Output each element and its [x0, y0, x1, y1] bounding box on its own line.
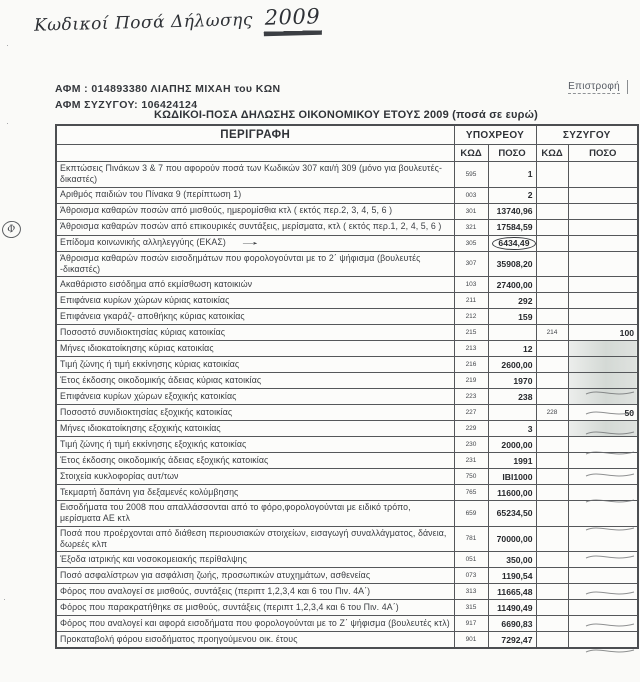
- row-code-obligor: 229: [465, 425, 477, 432]
- row-code-obligor: 781: [465, 535, 477, 543]
- obligor-code-cell: [454, 469, 488, 485]
- row-code-obligor: 227: [465, 409, 477, 416]
- row-amount-obligor: 70000,00: [496, 533, 533, 544]
- description-cell: [56, 453, 454, 469]
- spouse-code-cell: [536, 405, 568, 421]
- table-row: [56, 552, 638, 568]
- row-description: Επιφάνεια κυρίων χώρων εξοχικής κατοικίας: [60, 390, 237, 401]
- row-description: Επιφάνεια γκαράζ- αποθήκης κύριας κατοικίας: [60, 310, 245, 321]
- arrow-right-icon: →: [238, 236, 263, 248]
- obligor-amount-cell: [488, 437, 536, 453]
- spouse-amount-cell: [568, 203, 638, 219]
- row-code-obligor: 230: [465, 441, 477, 448]
- spouse-amount-cell: [568, 187, 638, 203]
- obligor-code-cell: [454, 325, 488, 341]
- table-row: [56, 203, 638, 219]
- description-cell: [56, 616, 454, 632]
- spouse-amount-cell: [568, 373, 638, 389]
- description-cell: [56, 469, 454, 485]
- codes-amounts-table: [55, 124, 639, 649]
- obligor-code-cell: [454, 357, 488, 373]
- page-title-year: 2009: [262, 4, 322, 32]
- spouse-amount-cell: [568, 485, 638, 501]
- description-cell: [56, 421, 454, 437]
- row-amount-obligor: 11490,49: [497, 602, 533, 613]
- description-cell: [56, 632, 454, 649]
- table-row: [56, 501, 638, 527]
- spouse-code-cell: [536, 526, 568, 552]
- row-amount-obligor: 2: [527, 190, 533, 200]
- description-cell: [56, 584, 454, 600]
- row-description: Άθροισμα καθαρών ποσών εισοδημάτων που φορολογούνται με το 2΄ ψήφισμα (βουλευτές -δικαστές): [60, 252, 421, 274]
- header-description-spacer: [56, 145, 454, 162]
- obligor-amount-cell: [488, 357, 536, 373]
- table-title: ΚΩΔΙΚΟΙ-ΠΟΣΑ ΔΗΛΩΣΗΣ ΟΙΚΟΝΟΜΙΚΟΥ ΕΤΟΥΣ 2009 (ποσά σε ευρώ): [153, 109, 538, 121]
- table-header: [56, 125, 638, 162]
- description-cell: [56, 437, 454, 453]
- row-amount-obligor: 159: [518, 311, 533, 322]
- header-obligor-amount: ΠΟΣΟ: [488, 145, 536, 162]
- row-code-obligor: 307: [465, 260, 477, 268]
- description-cell: [56, 187, 454, 203]
- description-cell: [56, 389, 454, 405]
- row-description: Τιμή ζώνης ή τιμή εκκίνησης κύριας κατοικίας: [60, 358, 240, 369]
- obligor-amount-cell: [488, 389, 536, 405]
- spouse-amount-cell: [568, 421, 638, 437]
- spouse-code-cell: [536, 485, 568, 501]
- scan-speck: ·: [6, 118, 9, 128]
- row-amount-obligor: 6434,49: [492, 237, 535, 250]
- description-cell: [56, 251, 454, 277]
- spouse-code-cell: [536, 251, 568, 277]
- obligor-amount-cell: [488, 616, 536, 632]
- spouse-code-cell: [536, 453, 568, 469]
- description-cell: [56, 277, 454, 293]
- description-cell: [56, 235, 454, 251]
- row-description: Έξοδα ιατρικής και νοσοκομειακής περίθαλψης: [60, 553, 247, 564]
- spouse-amount-cell: [568, 453, 638, 469]
- obligor-amount-cell: [488, 309, 536, 325]
- spouse-code-cell: [536, 421, 568, 437]
- obligor-code-cell: [454, 600, 488, 616]
- spouse-code-cell: [536, 341, 568, 357]
- row-amount-obligor: 6690,83: [501, 618, 533, 629]
- row-code-spouse: 214: [546, 329, 558, 336]
- row-description: Φόρος που αναλογεί και αφορά εισοδήματα που φορολογούνται με το Ζ΄ ψήφισμα (βουλευτές κτλ): [60, 617, 450, 628]
- row-description: Στοιχεία κυκλοφορίας αυτ/των: [60, 470, 179, 481]
- obligor-code-cell: [454, 437, 488, 453]
- spouse-code-cell: [536, 357, 568, 373]
- spouse-amount-cell: [568, 357, 638, 373]
- table-row: [56, 421, 638, 437]
- header-description: ΠΕΡΙΓΡΑΦΗ: [56, 125, 454, 145]
- row-amount-obligor: 17584,59: [496, 222, 533, 232]
- row-amount-obligor: 13740,96: [496, 206, 533, 216]
- spouse-code-cell: [536, 632, 568, 649]
- obligor-amount-cell: [488, 277, 536, 293]
- row-code-obligor: 659: [465, 509, 477, 517]
- spouse-code-cell: [536, 325, 568, 341]
- row-amount-obligor: 1190,54: [501, 570, 533, 581]
- spouse-code-cell: [536, 600, 568, 616]
- row-amount-obligor: 35908,20: [496, 258, 533, 269]
- table-row: [56, 584, 638, 600]
- row-description: Ποσοστό συνιδιοκτησίας κύριας κατοικίας: [60, 326, 226, 337]
- obligor-amount-cell: [488, 235, 536, 251]
- table-row: [56, 389, 638, 405]
- row-amount-obligor: 2600,00: [501, 359, 533, 370]
- row-description: Τεκμαρτή δαπάνη για δεξαμενές κολύμβησης: [60, 486, 239, 497]
- obligor-code-cell: [454, 405, 488, 421]
- spouse-amount-cell: [568, 469, 638, 485]
- description-cell: [56, 325, 454, 341]
- description-cell: [56, 373, 454, 389]
- table-row: [56, 293, 638, 309]
- row-code-obligor: 073: [465, 572, 477, 579]
- description-cell: [56, 568, 454, 584]
- description-cell: [56, 526, 454, 552]
- page-title: [34, 4, 323, 38]
- spouse-code-cell: [536, 203, 568, 219]
- row-amount-obligor: 12: [522, 343, 533, 354]
- table-row: [56, 453, 638, 469]
- row-code-obligor: 595: [465, 170, 477, 178]
- spouse-code-cell: [536, 187, 568, 203]
- description-cell: [56, 485, 454, 501]
- spouse-amount-cell: [568, 405, 638, 421]
- description-cell: [56, 293, 454, 309]
- row-description: Επίδομα κοινωνικής αλληλεγγύης (ΕΚΑΣ): [60, 236, 226, 247]
- spouse-code-cell: [536, 162, 568, 188]
- row-amount-obligor: ΙΒΙ1000: [502, 471, 533, 482]
- spouse-code-cell: [536, 277, 568, 293]
- obligor-code-cell: [454, 389, 488, 405]
- row-description: Έτος έκδοσης οικοδομικής άδειας εξοχικής κατοικίας: [60, 454, 269, 465]
- row-description: Μήνες ιδιοκατοίκησης εξοχικής κατοικίας: [60, 422, 221, 433]
- row-code-obligor: 223: [465, 393, 477, 400]
- row-code-obligor: 215: [465, 329, 477, 336]
- obligor-amount-cell: [488, 501, 536, 527]
- row-description: Ακαθάριστο εισόδημα από εκμίσθωση κατοικιών: [60, 278, 253, 289]
- obligor-code-cell: [454, 203, 488, 219]
- spouse-amount-cell: [568, 325, 638, 341]
- obligor-amount-cell: [488, 162, 536, 188]
- spouse-amount-cell: [568, 584, 638, 600]
- spouse-amount-cell: [568, 501, 638, 527]
- obligor-amount-cell: [488, 293, 536, 309]
- table-row: [56, 251, 638, 277]
- obligor-code-cell: [454, 501, 488, 527]
- table-row: [56, 162, 638, 188]
- row-amount-spouse: 100: [619, 327, 635, 338]
- spouse-amount-cell: [568, 568, 638, 584]
- row-code-obligor: 212: [465, 313, 477, 320]
- row-description: Άθροισμα καθαρών ποσών από επικουρικές συντάξεις, μερίσματα, κτλ ( εκτός περ.1, 2, 4, 5, 6 ): [60, 221, 442, 232]
- row-amount-obligor: 11665,48: [497, 586, 533, 597]
- handwritten-margin-mark: Φ: [0, 219, 22, 240]
- row-code-obligor: 305: [465, 239, 477, 247]
- table-row: [56, 341, 638, 357]
- row-description: Επιφάνεια κυρίων χώρων κύριας κατοικίας: [60, 294, 230, 305]
- spouse-amount-cell: [568, 219, 638, 235]
- row-code-obligor: 051: [465, 556, 477, 563]
- obligor-code-cell: [454, 584, 488, 600]
- table-row: [56, 187, 638, 203]
- table-row: [56, 357, 638, 373]
- description-cell: [56, 501, 454, 527]
- row-code-obligor: 003: [465, 191, 477, 199]
- spouse-code-cell: [536, 552, 568, 568]
- row-description: Ποσό ασφαλίστρων για ασφάλιση ζωής, προσωπικών ατυχημάτων, ασθενείας: [60, 569, 371, 580]
- obligor-amount-cell: [488, 632, 536, 649]
- obligor-code-cell: [454, 421, 488, 437]
- description-cell: [56, 405, 454, 421]
- table-row: [56, 568, 638, 584]
- row-code-obligor: 301: [465, 207, 477, 215]
- row-code-obligor: 213: [465, 345, 477, 352]
- obligor-code-cell: [454, 309, 488, 325]
- spouse-code-cell: [536, 437, 568, 453]
- row-description: Φόρος που παρακρατήθηκε σε μισθούς, συντάξεις (περιπτ 1,2,3,4 και 6 του Πιν. 4Α΄): [60, 601, 399, 612]
- obligor-amount-cell: [488, 568, 536, 584]
- row-amount-obligor: 350,00: [506, 554, 533, 565]
- obligor-amount-cell: [488, 552, 536, 568]
- return-button[interactable]: [564, 80, 628, 94]
- spouse-code-cell: [536, 235, 568, 251]
- row-code-obligor: 315: [465, 604, 477, 611]
- spouse-amount-cell: [568, 552, 638, 568]
- obligor-amount-cell: [488, 341, 536, 357]
- spouse-amount-cell: [568, 341, 638, 357]
- spouse-code-cell: [536, 389, 568, 405]
- obligor-code-cell: [454, 293, 488, 309]
- table-row: [56, 616, 638, 632]
- obligor-amount-cell: [488, 325, 536, 341]
- description-cell: [56, 219, 454, 235]
- row-code-obligor: 750: [465, 473, 477, 480]
- spouse-amount-cell: [568, 277, 638, 293]
- obligor-amount-cell: [488, 453, 536, 469]
- obligor-code-cell: [454, 235, 488, 251]
- obligor-amount-cell: [488, 526, 536, 552]
- table-row: [56, 235, 638, 251]
- row-code-obligor: 231: [465, 457, 477, 464]
- table-row: [56, 277, 638, 293]
- row-amount-obligor: 11600,00: [497, 487, 533, 498]
- spouse-code-cell: [536, 293, 568, 309]
- obligor-amount-cell: [488, 373, 536, 389]
- row-code-obligor: 917: [465, 620, 477, 627]
- obligor-amount-cell: [488, 251, 536, 277]
- spouse-code-cell: [536, 616, 568, 632]
- obligor-amount-cell: [488, 584, 536, 600]
- table-row: [56, 469, 638, 485]
- scan-speck: ·: [6, 40, 9, 50]
- row-code-obligor: 103: [465, 281, 477, 288]
- afm-line: ΑΦΜ : 014893380 ΛΙΑΠΗΣ ΜΙΧΑΗ του ΚΩΝ: [55, 83, 281, 95]
- row-description: Ποσά που προέρχονται από διάθεση περιουσιακών στοιχείων, εισαγωγή συναλλάγματος, δάνεια, δωρεές κλπ: [60, 527, 447, 549]
- obligor-code-cell: [454, 277, 488, 293]
- obligor-amount-cell: [488, 203, 536, 219]
- spouse-amount-cell: [568, 389, 638, 405]
- spouse-code-cell: [536, 309, 568, 325]
- spouse-amount-cell: [568, 600, 638, 616]
- row-description: Έτος έκδοσης οικοδομικής άδειας κύριας κατοικίας: [60, 374, 262, 385]
- description-cell: [56, 309, 454, 325]
- afm-spouse-line: ΑΦΜ ΣΥΖΥΓΟΥ: 106424124: [55, 98, 198, 111]
- row-amount-obligor: 1: [527, 169, 533, 180]
- row-amount-spouse: 50: [624, 407, 635, 418]
- description-cell: [56, 552, 454, 568]
- obligor-code-cell: [454, 219, 488, 235]
- description-cell: [56, 600, 454, 616]
- table-row: [56, 526, 638, 552]
- row-code-obligor: 211: [465, 297, 477, 304]
- table-row: [56, 325, 638, 341]
- obligor-amount-cell: [488, 485, 536, 501]
- row-description: Προκαταβολή φόρου εισοδήματος προηγούμενου οικ. έτους: [60, 633, 298, 644]
- row-code-obligor: 321: [465, 223, 477, 231]
- spouse-amount-cell: [568, 526, 638, 552]
- row-description: Εκπτώσεις Πινάκων 3 & 7 που αφορούν ποσά των Κωδικών 307 και/ή 309 (μόνο για βουλευτές- δικαστές): [60, 163, 443, 185]
- spouse-amount-cell: [568, 309, 638, 325]
- row-amount-obligor: 238: [518, 391, 533, 402]
- obligor-code-cell: [454, 341, 488, 357]
- row-amount-obligor: 27400,00: [496, 279, 533, 290]
- description-cell: [56, 162, 454, 188]
- obligor-amount-cell: [488, 600, 536, 616]
- row-code-obligor: 313: [465, 588, 477, 595]
- obligor-code-cell: [454, 162, 488, 188]
- obligor-code-cell: [454, 187, 488, 203]
- row-code-obligor: 901: [465, 636, 477, 643]
- table-rows: [56, 162, 638, 649]
- description-cell: [56, 203, 454, 219]
- obligor-amount-cell: [488, 219, 536, 235]
- spouse-code-cell: [536, 219, 568, 235]
- row-amount-obligor: 1991: [513, 455, 533, 466]
- table-row: [56, 373, 638, 389]
- header-obligor-code: ΚΩΔ: [454, 145, 488, 162]
- header-obligor: ΥΠΟΧΡΕΟΥ: [454, 125, 536, 145]
- spouse-amount-cell: [568, 437, 638, 453]
- row-amount-obligor: 65234,50: [496, 508, 533, 519]
- spouse-amount-cell: [568, 616, 638, 632]
- obligor-code-cell: [454, 568, 488, 584]
- obligor-code-cell: [454, 552, 488, 568]
- header-spouse: ΣΥΖΥΓΟΥ: [536, 125, 638, 145]
- obligor-code-cell: [454, 373, 488, 389]
- spouse-amount-cell: [568, 162, 638, 188]
- scan-speck: ·: [3, 594, 6, 604]
- row-description: Άθροισμα καθαρών ποσών από μισθούς, ημερομίσθια κτλ ( εκτός περ.2, 3, 4, 5, 6 ): [60, 205, 393, 216]
- return-button-label: Επιστροφή: [568, 81, 620, 92]
- row-amount-obligor: 3: [527, 423, 533, 434]
- spouse-code-cell: [536, 469, 568, 485]
- description-cell: [56, 341, 454, 357]
- page-title-text: Κωδικοί Ποσά Δήλωσης: [33, 10, 254, 36]
- row-code-obligor: 216: [465, 361, 477, 368]
- row-amount-obligor: 7292,47: [501, 634, 533, 645]
- spouse-amount-cell: [568, 235, 638, 251]
- table-row: [56, 632, 638, 649]
- row-description: Τιμή ζώνης ή τιμή εκκίνησης εξοχικής κατοικίας: [60, 438, 247, 449]
- table-row: [56, 437, 638, 453]
- row-code-spouse: 228: [546, 409, 558, 416]
- spouse-amount-cell: [568, 251, 638, 277]
- table-row: [56, 600, 638, 616]
- spouse-amount-cell: [568, 632, 638, 649]
- obligor-code-cell: [454, 453, 488, 469]
- row-description: Μήνες ιδιοκατοίκησης κύριας κατοικίας: [60, 342, 214, 353]
- table-row: [56, 309, 638, 325]
- table-row: [56, 485, 638, 501]
- spouse-code-cell: [536, 501, 568, 527]
- row-description: Ποσοστό συνιδιοκτησίας εξοχικής κατοικίας: [60, 406, 233, 417]
- table-row: [56, 219, 638, 235]
- row-amount-obligor: 1970: [513, 375, 533, 386]
- spouse-amount-cell: [568, 293, 638, 309]
- row-amount-obligor: 2000,00: [501, 439, 533, 450]
- row-description: Αριθμός παιδιών του Πίνακα 9 (περίπτωση 1): [60, 189, 242, 200]
- obligor-code-cell: [454, 632, 488, 649]
- row-description: Φόρος που αναλογεί σε μισθούς, συντάξεις (περιπτ 1,2,3,4 και 6 του Πιν. 4Α΄): [60, 585, 371, 596]
- header-spouse-amount: ΠΟΣΟ: [568, 145, 638, 162]
- obligor-code-cell: [454, 485, 488, 501]
- obligor-code-cell: [454, 616, 488, 632]
- header-spouse-code: ΚΩΔ: [536, 145, 568, 162]
- row-code-obligor: 765: [465, 489, 477, 496]
- obligor-code-cell: [454, 526, 488, 552]
- spouse-code-cell: [536, 568, 568, 584]
- table-row: [56, 405, 638, 421]
- obligor-amount-cell: [488, 405, 536, 421]
- spouse-code-cell: [536, 373, 568, 389]
- spouse-code-cell: [536, 584, 568, 600]
- obligor-amount-cell: [488, 469, 536, 485]
- description-cell: [56, 357, 454, 373]
- row-description: Εισοδήματα του 2008 που απαλλάσσονται από το φόρο,φορολογούνται με ειδικό τρόπο, μερίσματα ΑΕ κτλ: [60, 502, 411, 524]
- obligor-amount-cell: [488, 187, 536, 203]
- obligor-code-cell: [454, 251, 488, 277]
- row-amount-obligor: 292: [518, 295, 533, 306]
- obligor-amount-cell: [488, 421, 536, 437]
- row-code-obligor: 219: [465, 377, 477, 384]
